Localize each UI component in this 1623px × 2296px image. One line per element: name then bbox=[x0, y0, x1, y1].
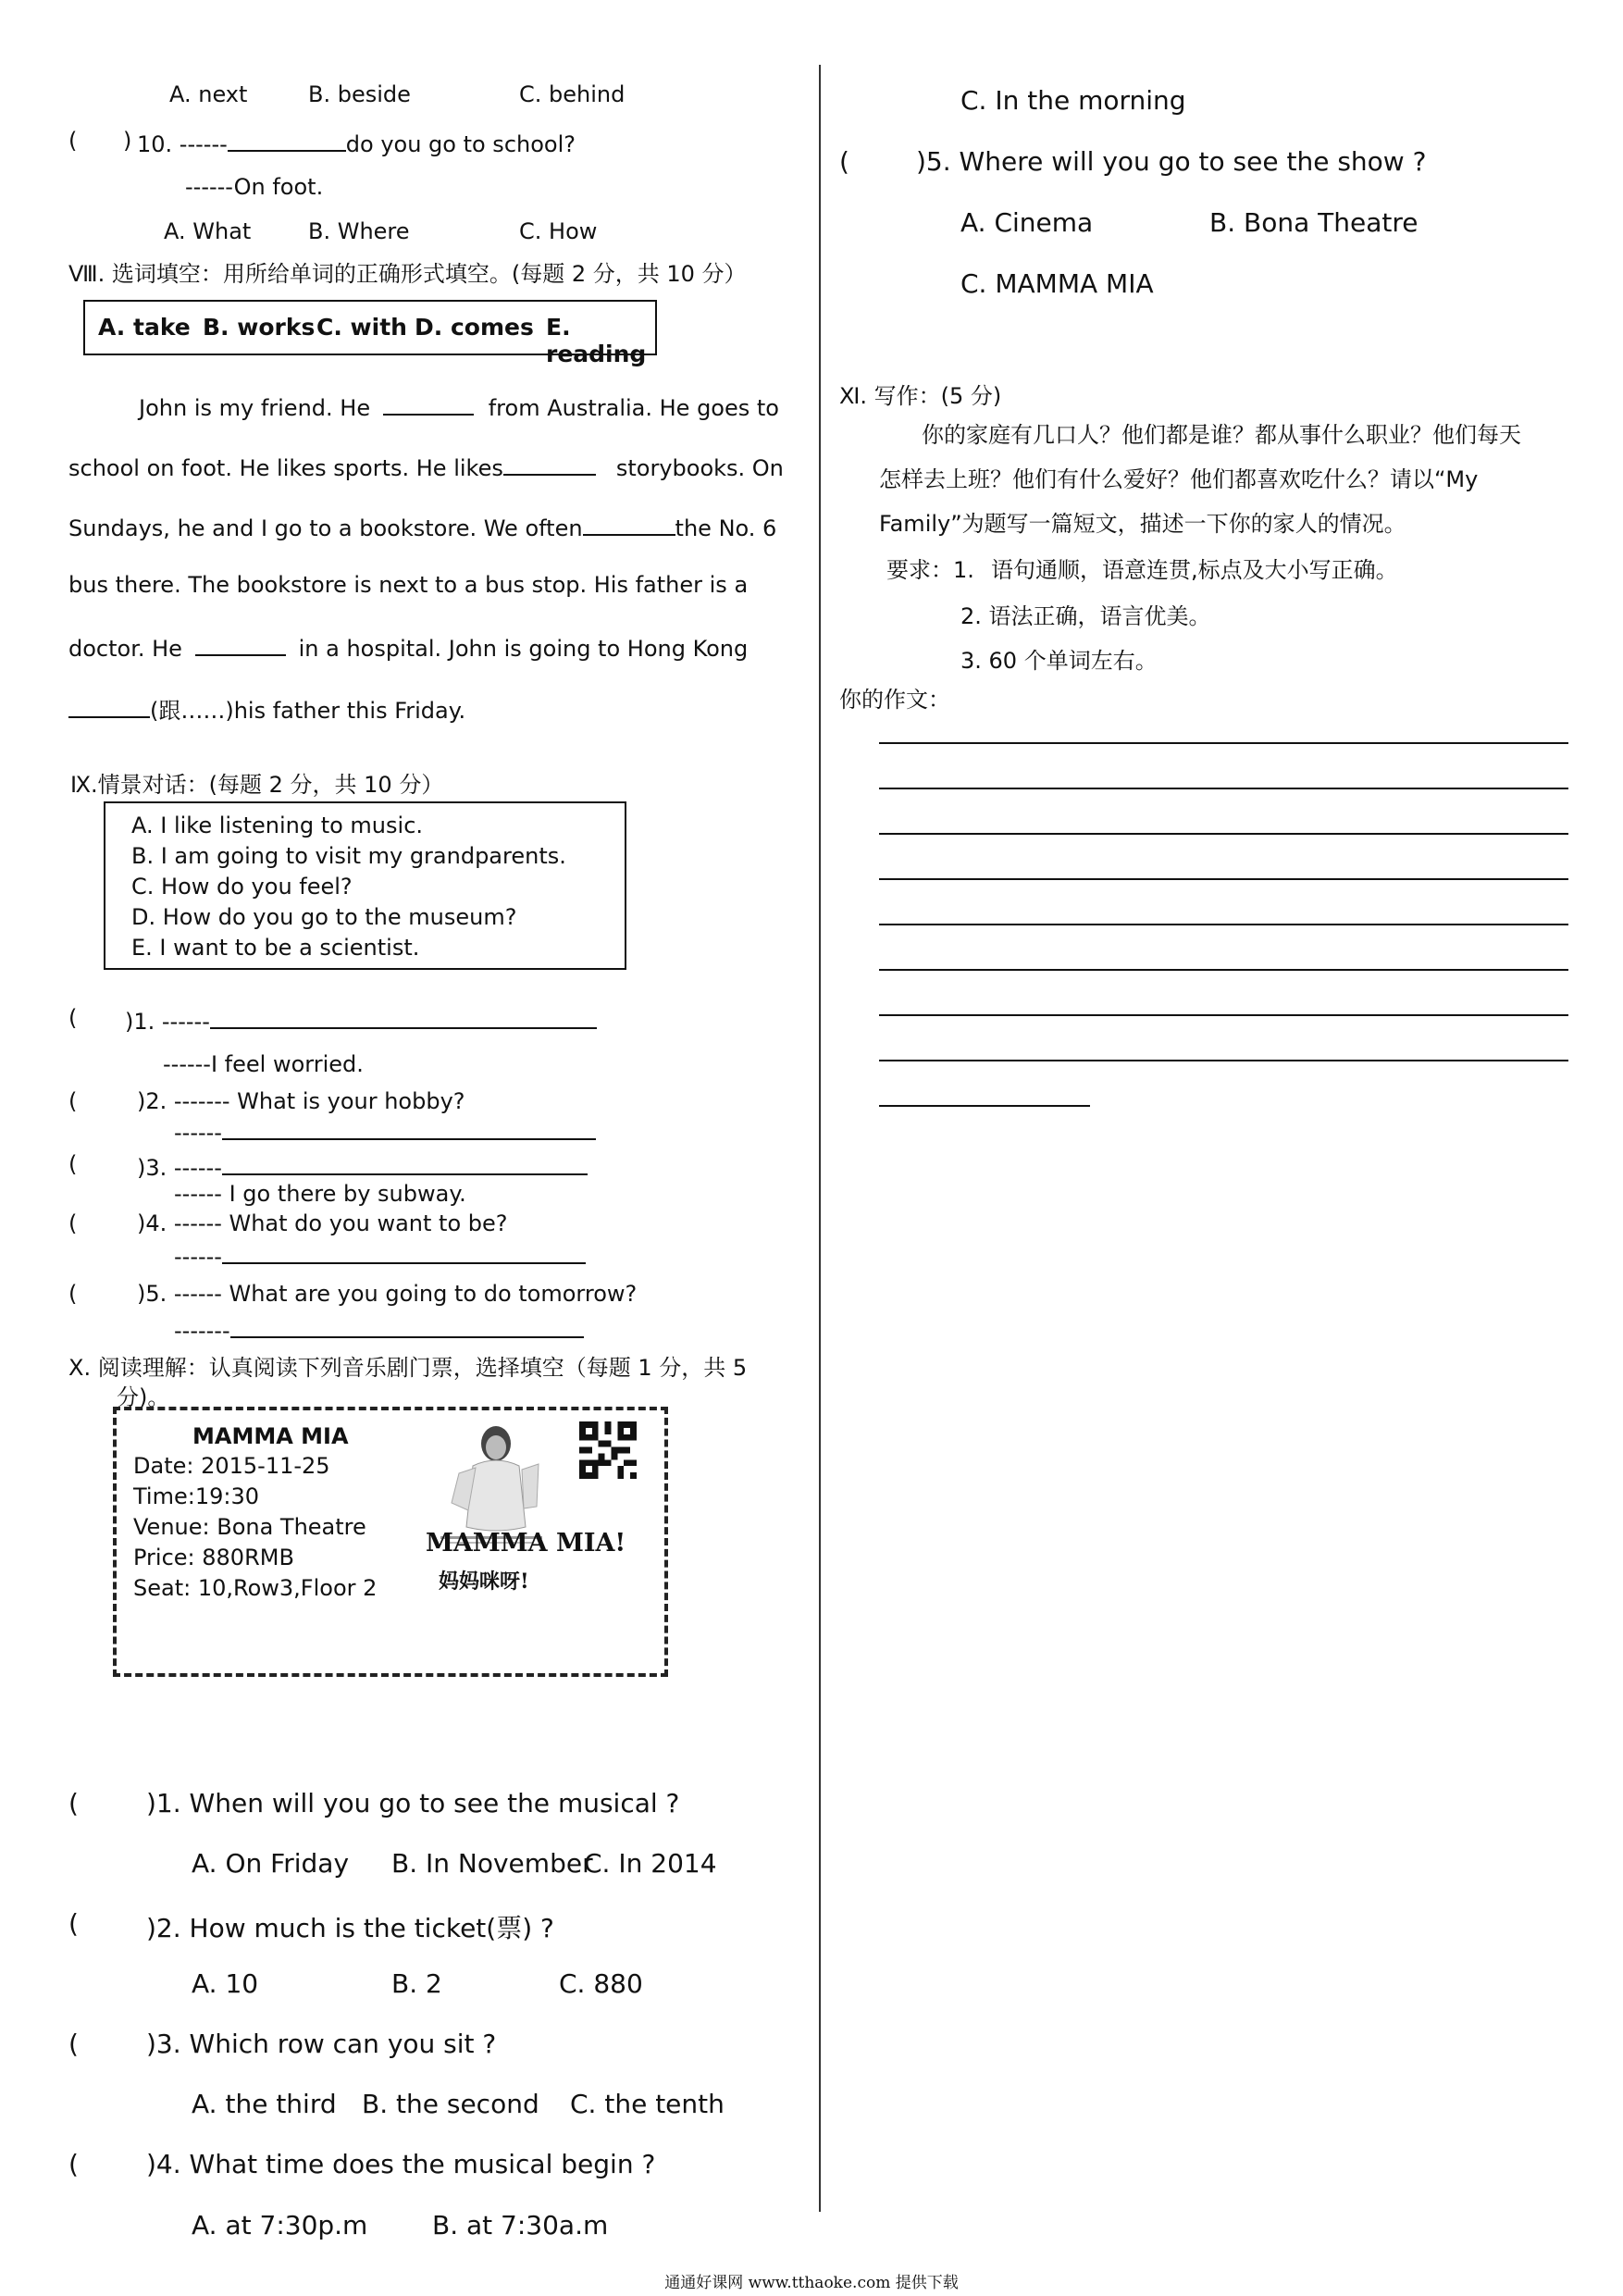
q10-option-c: C. How bbox=[519, 218, 598, 244]
word-reading: E. reading bbox=[546, 314, 647, 367]
reading-q5-option-c: C. MAMMA MIA bbox=[960, 268, 1154, 299]
writing-prompt-line-3: Family”为题写一篇短文，描述一下你的家人的情况。 bbox=[879, 511, 1406, 537]
essay-line[interactable] bbox=[879, 833, 1568, 835]
section-8-title: Ⅷ. 选词填空：用所给单词的正确形式填空。(每题 2 分，共 10 分） bbox=[68, 261, 747, 287]
reading-q1-option-a: A. On Friday bbox=[192, 1848, 350, 1879]
dialogue-1-answer: ------I feel worried. bbox=[163, 1051, 364, 1077]
dialogue-1-paren: ( bbox=[68, 1005, 78, 1031]
section-9-title: Ⅸ.情景对话：(每题 2 分，共 10 分） bbox=[70, 772, 444, 798]
dialogue-choice-e: E. I want to be a scientist. bbox=[131, 935, 420, 961]
reading-q1-option-c: C. In 2014 bbox=[584, 1848, 717, 1879]
section-11-title: Ⅺ. 写作：(5 分) bbox=[839, 383, 1002, 409]
reading-q2-option-c: C. 880 bbox=[559, 1968, 643, 1999]
writing-prompt-line-1: 你的家庭有几口人？他们都是谁？都从事什么职业？他们每天 bbox=[922, 422, 1521, 448]
essay-line[interactable] bbox=[879, 788, 1568, 789]
reading-q4-option-a: A. at 7:30p.m bbox=[192, 2210, 368, 2240]
essay-line[interactable] bbox=[879, 924, 1568, 925]
ticket-price: Price: 880RMB bbox=[133, 1545, 294, 1570]
passage-line-3: Sundays, he and I go to a bookstore. We often the No. 6 bbox=[68, 512, 776, 541]
reading-q3-option-c: C. the tenth bbox=[570, 2089, 725, 2119]
ticket-time: Time:19:30 bbox=[133, 1483, 259, 1509]
reading-q5: )5. Where will you go to see the show ? bbox=[916, 146, 1427, 177]
dialogue-3-question: )3. ------ bbox=[137, 1151, 588, 1181]
reading-q2: )2. How much is the ticket(票) ? bbox=[146, 1913, 554, 1943]
dialogue-5-blank[interactable] bbox=[230, 1314, 584, 1338]
reading-q4-option-c: C. In the morning bbox=[960, 85, 1186, 116]
requirement-2: 2. 语法正确，语言优美。 bbox=[960, 603, 1211, 629]
dialogue-5-paren: ( bbox=[68, 1281, 78, 1307]
reading-q3: )3. Which row can you sit ? bbox=[146, 2029, 497, 2059]
dialogue-choices-box bbox=[104, 801, 626, 970]
dialogue-5-question: )5. ------ What are you going to do tomorrow? bbox=[137, 1281, 638, 1307]
writing-prompt-line-2: 怎样去上班？他们有什么爱好？他们都喜欢吃什么？请以“My bbox=[879, 466, 1479, 492]
dialogue-2-answer: ------ bbox=[174, 1116, 596, 1146]
q10-blank[interactable] bbox=[228, 128, 346, 152]
q10-answer: ------On foot. bbox=[185, 174, 324, 200]
dialogue-2-question: )2. ------- What is your hobby? bbox=[137, 1088, 465, 1114]
column-divider bbox=[819, 65, 821, 2212]
q9-option-b: B. beside bbox=[308, 81, 411, 107]
dialogue-3-paren: ( bbox=[68, 1151, 78, 1177]
q10-paren-open: ( bbox=[68, 128, 78, 154]
poster-subtitle: 妈妈咪呀! bbox=[439, 1570, 529, 1594]
essay-line[interactable] bbox=[879, 1060, 1568, 1061]
reading-q2-paren: ( bbox=[68, 1908, 79, 1939]
dialogue-5-answer: ------- bbox=[174, 1314, 584, 1344]
dialogue-1-blank[interactable] bbox=[210, 1005, 597, 1029]
reading-q4-option-b: B. at 7:30a.m bbox=[432, 2210, 609, 2240]
section-10-title-cont: 分)。 bbox=[117, 1384, 170, 1410]
q10-question bbox=[137, 128, 576, 157]
q9-option-c: C. behind bbox=[519, 81, 626, 107]
essay-label: 你的作文： bbox=[839, 687, 950, 713]
page-footer: 通通好课网 www.tthaoke.com 提供下载 bbox=[664, 2274, 959, 2292]
dialogue-4-answer: ------ bbox=[174, 1240, 586, 1270]
reading-q5-option-a: A. Cinema bbox=[960, 207, 1094, 238]
q10-paren-close: ) bbox=[123, 128, 132, 154]
word-bank-box bbox=[83, 300, 657, 367]
reading-q4: )4. What time does the musical begin ? bbox=[146, 2149, 656, 2179]
reading-q3-paren: ( bbox=[68, 2029, 79, 2059]
dialogue-choice-b: B. I am going to visit my grandparents. bbox=[131, 843, 566, 869]
essay-line[interactable] bbox=[879, 1105, 1090, 1107]
reading-q3-option-b: B. the second bbox=[362, 2089, 539, 2119]
passage-blank-2[interactable] bbox=[503, 452, 596, 476]
passage-line-6: (跟……)his father this Friday. bbox=[68, 692, 465, 725]
word-take: A. take bbox=[98, 314, 191, 341]
dialogue-3-blank[interactable] bbox=[222, 1151, 588, 1175]
reading-q5-paren: ( bbox=[839, 146, 849, 177]
reading-q1-option-b: B. In November bbox=[391, 1848, 593, 1879]
dialogue-choice-d: D. How do you go to the museum? bbox=[131, 904, 517, 930]
word-works: B. works bbox=[203, 314, 316, 341]
requirement-3: 3. 60 个单词左右。 bbox=[960, 648, 1158, 674]
dialogue-4-question: )4. ------ What do you want to be? bbox=[137, 1210, 508, 1236]
q10-option-b: B. Where bbox=[308, 218, 410, 244]
passage-blank-3[interactable] bbox=[583, 512, 675, 536]
ticket-show-name: MAMMA MIA bbox=[192, 1423, 349, 1449]
q10-option-a: A. What bbox=[164, 218, 252, 244]
dialogue-3-answer: ------ I go there by subway. bbox=[174, 1181, 466, 1207]
passage-line-4: bus there. The bookstore is next to a bus stop. His father is a bbox=[68, 572, 749, 598]
musical-ticket bbox=[113, 1407, 668, 1677]
poster-title: MAMMA MIA! bbox=[426, 1529, 626, 1558]
q10-text: do you go to school? bbox=[345, 131, 576, 157]
essay-line[interactable] bbox=[879, 878, 1568, 880]
q9-option-a: A. next bbox=[169, 81, 248, 107]
ticket-seat: Seat: 10,Row3,Floor 2 bbox=[133, 1575, 378, 1601]
essay-line[interactable] bbox=[879, 1014, 1568, 1016]
dialogue-4-blank[interactable] bbox=[222, 1240, 586, 1264]
dialogue-choice-c: C. How do you feel? bbox=[131, 874, 353, 900]
dialogue-4-paren: ( bbox=[68, 1210, 78, 1236]
essay-line[interactable] bbox=[879, 969, 1568, 971]
reading-q2-option-a: A. 10 bbox=[192, 1968, 259, 1999]
reading-q2-option-b: B. 2 bbox=[391, 1968, 442, 1999]
word-with: C. with bbox=[316, 314, 407, 341]
passage-line-5: doctor. He in a hospital. John is going to Hong Kong bbox=[68, 632, 748, 662]
passage-blank-4[interactable] bbox=[195, 632, 286, 656]
essay-line[interactable] bbox=[879, 742, 1568, 744]
reading-q3-option-a: A. the third bbox=[192, 2089, 337, 2119]
ticket-venue: Venue: Bona Theatre bbox=[133, 1514, 366, 1540]
dialogue-2-paren: ( bbox=[68, 1088, 78, 1114]
qr-code-icon bbox=[579, 1421, 637, 1479]
requirement-1: 语句通顺，语意连贯,标点及大小写正确。 bbox=[991, 557, 1398, 583]
passage-blank-1[interactable] bbox=[383, 391, 474, 416]
reading-q5-option-b: B. Bona Theatre bbox=[1209, 207, 1419, 238]
dialogue-choice-a: A. I like listening to music. bbox=[131, 813, 424, 838]
section-10-title: Ⅹ. 阅读理解：认真阅读下列音乐剧门票，选择填空（每题 1 分，共 5 bbox=[68, 1355, 748, 1381]
word-comes: D. comes bbox=[415, 314, 534, 341]
q10-label: 10. ------ bbox=[137, 131, 228, 157]
reading-q1: )1. When will you go to see the musical ? bbox=[146, 1788, 680, 1818]
requirements-label: 要求：1. bbox=[886, 557, 974, 583]
ticket-date: Date: 2015-11-25 bbox=[133, 1453, 330, 1479]
dialogue-2-blank[interactable] bbox=[222, 1116, 596, 1140]
passage-line-1: John is my friend. He from Australia. He goes to bbox=[139, 391, 779, 421]
passage-line-2: school on foot. He likes sports. He likes storybooks. On bbox=[68, 452, 784, 481]
dialogue-1-question: )1. ------ bbox=[125, 1005, 597, 1035]
passage-blank-5[interactable] bbox=[68, 694, 150, 718]
reading-q1-paren: ( bbox=[68, 1788, 79, 1818]
reading-q4-paren: ( bbox=[68, 2149, 79, 2179]
